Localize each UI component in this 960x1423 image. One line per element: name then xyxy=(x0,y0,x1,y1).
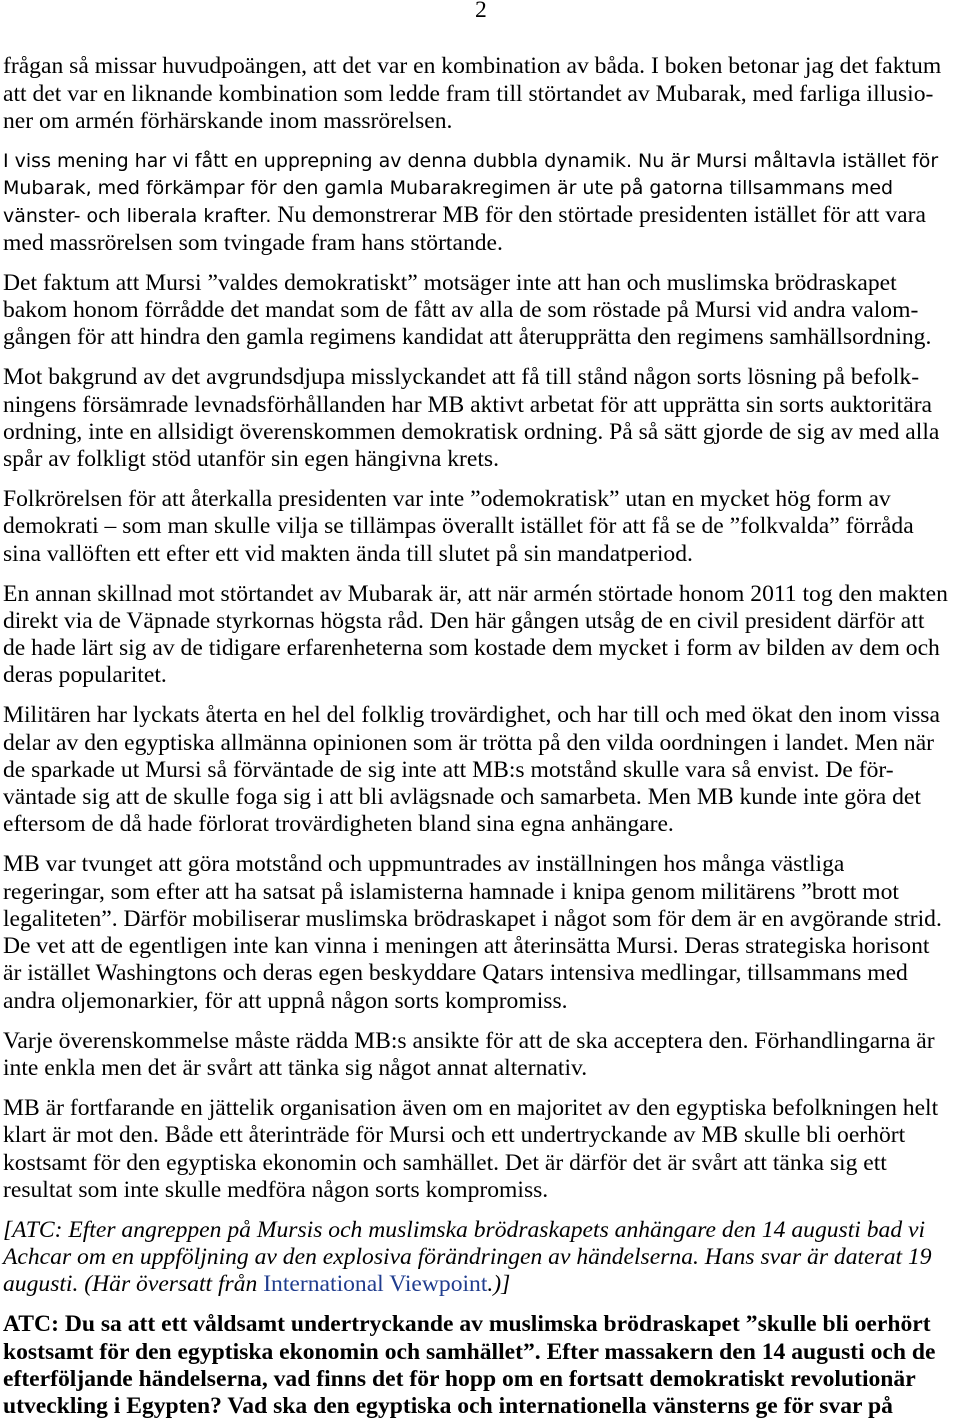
text-line: delar av den egyptiska allmänna opinionen som är trötta på den vilda oordningen i landet. Men när xyxy=(3,729,935,756)
editor-note-paragraph xyxy=(3,1217,955,1299)
text-line: ner om armén förhärskande inom massrörelsen. xyxy=(3,107,453,134)
text-line: Mot bakgrund av det avgrundsdjupa misslyckandet att få till stånd någon sorts lösning på befolk- xyxy=(3,364,920,391)
text-line: MB är fortfarande en jättelik organisation även om en majoritet av den egyptiska befolkningen helt xyxy=(3,1095,939,1122)
text-line: andra oljemonarkier, för att uppnå någon sorts kompromiss. xyxy=(3,987,568,1014)
text-segment: augusti. (Här översatt från xyxy=(3,1271,264,1298)
text-line: Varje överenskommelse måste rädda MB:s ansikte för att de ska acceptera den. Förhandlingarna är xyxy=(3,1027,935,1054)
text-line: I viss mening har vi fått en upprepning av denna dubbla dynamik. Nu är Mursi måltavla istället för xyxy=(3,149,939,172)
text-line: de sparkade ut Mursi så förväntade de sig inte att MB:s motstånd skulle vara så envist. De för- xyxy=(3,756,894,783)
text-line: En annan skillnad mot störtandet av Mubarak är, att när armén störtade honom 2011 tog den makten xyxy=(3,580,948,607)
text-line: direkt via de Väpnade styrkornas högsta råd. Den här gången utsåg de en civil president därför att xyxy=(3,607,925,634)
text-line: Achcar om en uppföljning av den explosiva förändringen av händelserna. Hans svar är daterat 19 xyxy=(3,1244,932,1271)
text-line: ordning, inte en allsidigt överenskommen demokratisk ordning. På så sätt gjorde de sig av med alla xyxy=(3,418,940,445)
text-line: bakom honom förrådde det mandat som de fått av alla de som röstade på Mursi vid andra valom- xyxy=(3,296,919,323)
paragraph xyxy=(3,364,955,473)
text-line: kostsamt för den egyptiska ekonomin och samhället. Det är därför det är svårt att tänka sig ett xyxy=(3,1149,887,1176)
paragraph xyxy=(3,851,955,1015)
paragraph xyxy=(3,486,955,568)
text-line: MB var tvunget att göra motstånd och uppmuntrades av inställningen hos många västliga xyxy=(3,851,845,878)
paragraph xyxy=(3,581,955,690)
international-viewpoint-link[interactable]: International Viewpoint xyxy=(263,1271,488,1298)
text-line: legaliteten”. Därför mobiliserar muslimska brödraskapet i något som för dem är en avgörande strid. xyxy=(3,905,942,932)
paragraph xyxy=(3,702,955,838)
text-line: ATC: Du sa att ett våldsamt undertryckande av muslimska brödraskapet ”skulle bli oerhört xyxy=(3,1311,931,1338)
document-body xyxy=(3,53,955,1420)
text-line xyxy=(3,1271,955,1298)
text-line: spår av folkligt stöd utanför sin egen hängivna krets. xyxy=(3,446,500,473)
text-line: gången för att hindra den gamla regimens kandidat att återupprätta den regimens samhällsordning. xyxy=(3,324,932,351)
paragraph xyxy=(3,1095,955,1204)
text-line: Militären har lyckats återta en hel del folklig trovärdighet, och har till och med ökat den inom vissa xyxy=(3,702,940,729)
text-segment: vänster- och liberala krafter. xyxy=(3,205,272,228)
interview-question-paragraph xyxy=(3,1311,955,1420)
text-line: inte enkla men det är svårt att tänka sig något annat alternativ. xyxy=(3,1055,588,1082)
text-line: demokrati – som man skulle vilja se tillämpas överallt istället för att få se de ”folkvalda” förråda xyxy=(3,513,914,540)
text-line: med massrörelsen som tvingade fram hans störtande. xyxy=(3,229,503,256)
text-line: Folkrörelsen för att återkalla presidenten var inte ”odemokratisk” utan en mycket hög form av xyxy=(3,486,891,513)
text-line: Det faktum att Mursi ”valdes demokratiskt” motsäger inte att han och muslimska brödraskapet xyxy=(3,269,897,296)
text-line: resultat som inte skulle medföra någon sorts kompromiss. xyxy=(3,1176,549,1203)
text-line: regeringar, som efter att ha satsat på islamisterna hamnade i knipa genom militärens ”brott mot xyxy=(3,878,899,905)
text-line: frågan så missar huvudpoängen, att det var en kombination av båda. I boken betonar jag det faktum xyxy=(3,53,942,80)
paragraph xyxy=(3,1028,955,1083)
text-line: är istället Washingtons och deras egen beskyddare Qatars intensiva medlingar, tillsammans med xyxy=(3,960,908,987)
text-line: Mubarak, med förkämpar för den gamla Mubarakregimen är ute på gatorna tillsammans med xyxy=(3,177,894,200)
text-line: klart är mot den. Både ett återinträde för Mursi och ett undertryckande av MB skulle bli oerhört xyxy=(3,1122,906,1149)
text-line: utveckling i Egypten? Vad ska den egyptiska och internationella vänsterns ge för svar på xyxy=(3,1393,893,1420)
text-segment: .)] xyxy=(487,1271,511,1298)
text-line: deras popularitet. xyxy=(3,662,167,689)
text-line: ningens försämrade levnadsförhållanden har MB aktivt arbetat för att upprätta sin sorts auktoritära xyxy=(3,391,933,418)
text-segment: Nu demonstrerar MB för den störtade presidenten istället för att vara xyxy=(271,202,926,229)
text-line: att det var en liknande kombination som ledde fram till störtandet av Mubarak, med farliga illusio- xyxy=(3,80,934,107)
text-line: sina vallöften ett efter ett vid makten ända till slutet på sin mandatperiod. xyxy=(3,540,693,567)
text-line xyxy=(3,202,955,229)
text-line: väntade sig att de skulle foga sig i att bli avlägsnade och samarbeta. Men MB kunde inte göra det xyxy=(3,784,921,811)
page-number: 2 xyxy=(475,0,487,23)
paragraph xyxy=(3,53,955,135)
text-line: de hade lärt sig av de tidigare erfarenheterna som kostade dem mycket i form av bilden av dem och xyxy=(3,635,940,662)
text-line: eftersom de då hade förlorat trovärdigheten bland sina egna anhängare. xyxy=(3,811,674,838)
text-line: efterföljande händelserna, vad finns det för hopp om en fortsatt demokratiskt revolutionär xyxy=(3,1365,916,1392)
paragraph xyxy=(3,270,955,352)
text-line: [ATC: Efter angreppen på Mursis och muslimska brödraskapets anhängare den 14 augusti bad vi xyxy=(3,1216,926,1243)
text-line: kostsamt för den egyptiska ekonomin och samhället”. Efter massakern den 14 augusti och de xyxy=(3,1338,936,1365)
paragraph xyxy=(3,148,955,257)
text-line: De vet att de egentligen inte kan vinna i meningen att återinsätta Mursi. Deras strategiska horisont xyxy=(3,933,930,960)
